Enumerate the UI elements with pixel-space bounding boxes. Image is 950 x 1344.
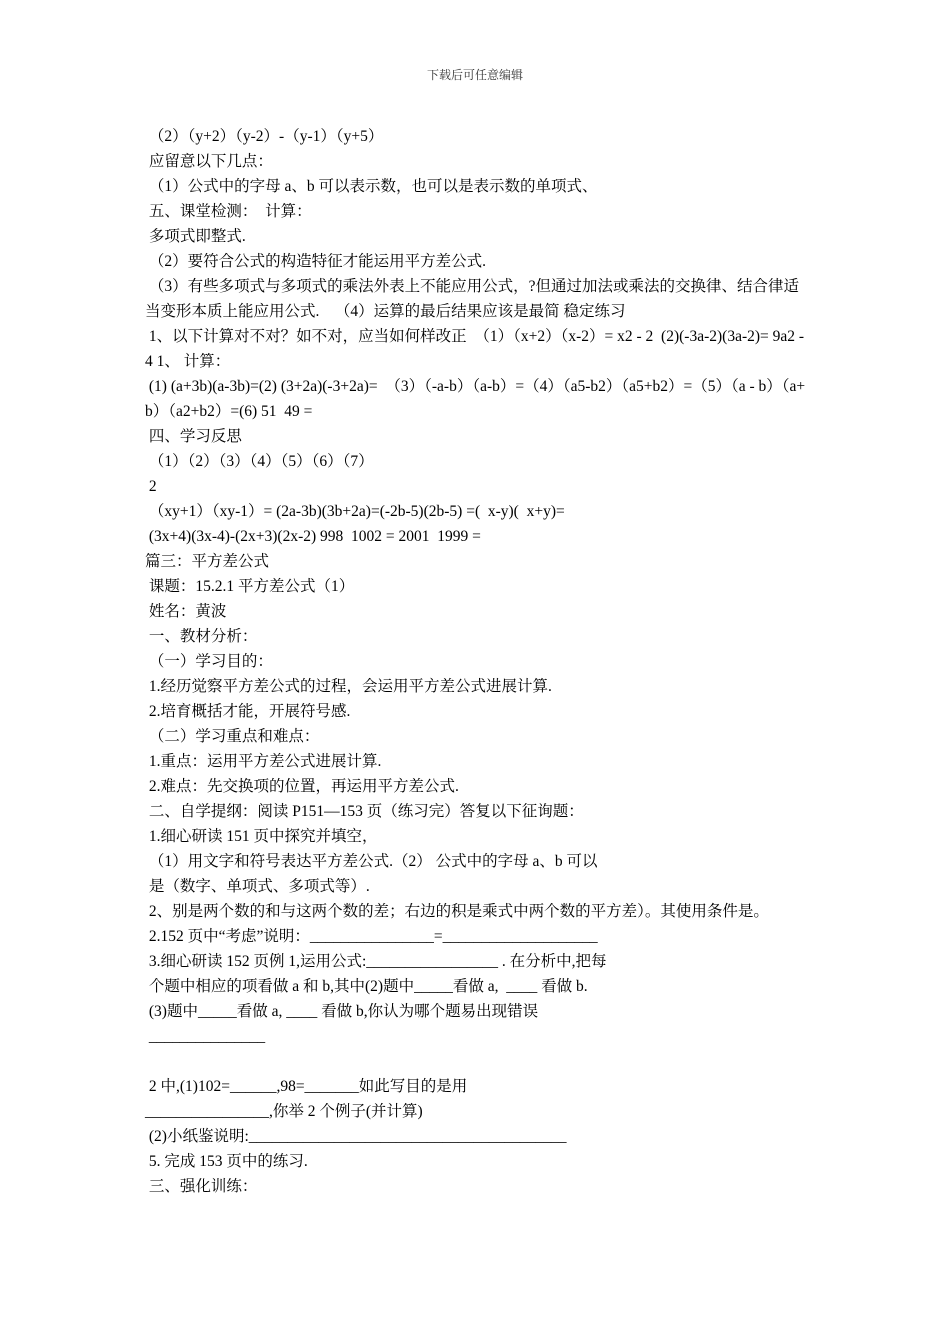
text-line: 2: [145, 478, 157, 495]
text-line: 是（数字、单项式、多项式等）.: [145, 878, 370, 895]
text-line: 2.152 页中“考虑”说明：________________=____________________: [145, 928, 598, 945]
lesson-title: 课题：15.2.1 平方差公式（1）: [145, 578, 355, 595]
text-line: （2）要符合公式的构造特征才能运用平方差公式.: [145, 253, 487, 270]
subsection-heading: （二）学习重点和难点：: [145, 728, 320, 745]
section-heading: 三、强化训练：: [145, 1178, 258, 1195]
document-body: [145, 124, 810, 1199]
section-heading: 四、学习反思: [145, 428, 242, 445]
text-line: （2）（y+2）（y-2）-（y-1）（y+5）: [145, 128, 384, 145]
text-line: （xy+1）（xy-1）= (2a-3b)(3b+2a)=(-2b-5)(2b-5) =( x-y)( x+y)=: [145, 503, 565, 520]
chapter-heading: 篇三：平方差公式: [145, 553, 270, 570]
text-line: _______________: [145, 1028, 266, 1045]
text-line: 1.细心研读 151 页中探究并填空，: [145, 828, 378, 845]
text-line: 1、以下计算对不对？如不对，应当如何样改正 （1）（x+2）（x-2）= x2 - 2 (2)(-3a-2)(3a-2)= 9a2 -4 1、 计算：: [145, 328, 805, 370]
text-line: 2.难点：先交换项的位置，再运用平方差公式.: [145, 778, 459, 795]
text-line: （1）公式中的字母 a、b 可以表示数，也可以是表示数的单项式、: [145, 178, 598, 195]
text-line: (2)小纸鉴说明:_________________________________________: [145, 1128, 567, 1145]
text-line: 1.重点：运用平方差公式进展计算.: [145, 753, 382, 770]
text-line: (1) (a+3b)(a-3b)=(2) (3+2a)(-3+2a)= （3）（-a-b）（a-b）=（4）（a5-b2）（a5+b2）=（5）（a - b）（a+b）（a2+b2）=(6) 51 49 =: [145, 378, 806, 420]
text-line: 5. 完成 153 页中的练习.: [145, 1153, 308, 1170]
text-line: （1）用文字和符号表达平方差公式.（2） 公式中的字母 a、b 可以: [145, 853, 598, 870]
text-line: 2 中,(1)102=______,98=_______如此写目的是用: [145, 1078, 468, 1095]
text-line: （3）有些多项式与多项式的乘法外表上不能应用公式，?但通过加法或乘法的交换律、结合律适当变形本质上能应用公式. （4）运算的最后结果应该是最简 稳定练习: [145, 278, 800, 320]
text-line: 2.培育概括才能，开展符号感.: [145, 703, 351, 720]
subsection-heading: （一）学习目的：: [145, 653, 273, 670]
text-line: ________________,你举 2 个例子(并计算): [145, 1103, 423, 1120]
section-heading: 二、自学提纲：阅读 P151—153 页（练习完）答复以下征询题：: [145, 803, 584, 820]
text-line: (3x+4)(3x-4)-(2x+3)(2x-2) 998 1002 = 2001 1999 =: [145, 528, 481, 545]
text-line: 五、课堂检测： 计算：: [145, 203, 312, 220]
text-line: (3)题中_____看做 a, ____ 看做 b,你认为哪个题易出现错误: [145, 1003, 539, 1020]
text-line: 多项式即整式.: [145, 228, 246, 245]
blank-line: [145, 1049, 810, 1074]
text-line: 3.细心研读 152 页例 1,运用公式:_________________ . 在分析中,把每: [145, 953, 607, 970]
page-header: 下载后可任意编辑: [426, 68, 523, 82]
text-line: 应留意以下几点：: [145, 153, 273, 170]
section-heading: 一、教材分析：: [145, 628, 258, 645]
text-line: （1）（2）（3）（4）（5）（6）（7）: [145, 453, 374, 470]
author-line: 姓名：黄波: [145, 603, 227, 620]
text-line: 1.经历觉察平方差公式的过程，会运用平方差公式进展计算.: [145, 678, 552, 695]
text-line: 2、别是两个数的和与这两个数的差；右边的积是乘式中两个数的平方差）。其使用条件是。: [145, 903, 769, 920]
text-line: 个题中相应的项看做 a 和 b,其中(2)题中_____看做 a, ____ 看做 b.: [145, 978, 588, 995]
